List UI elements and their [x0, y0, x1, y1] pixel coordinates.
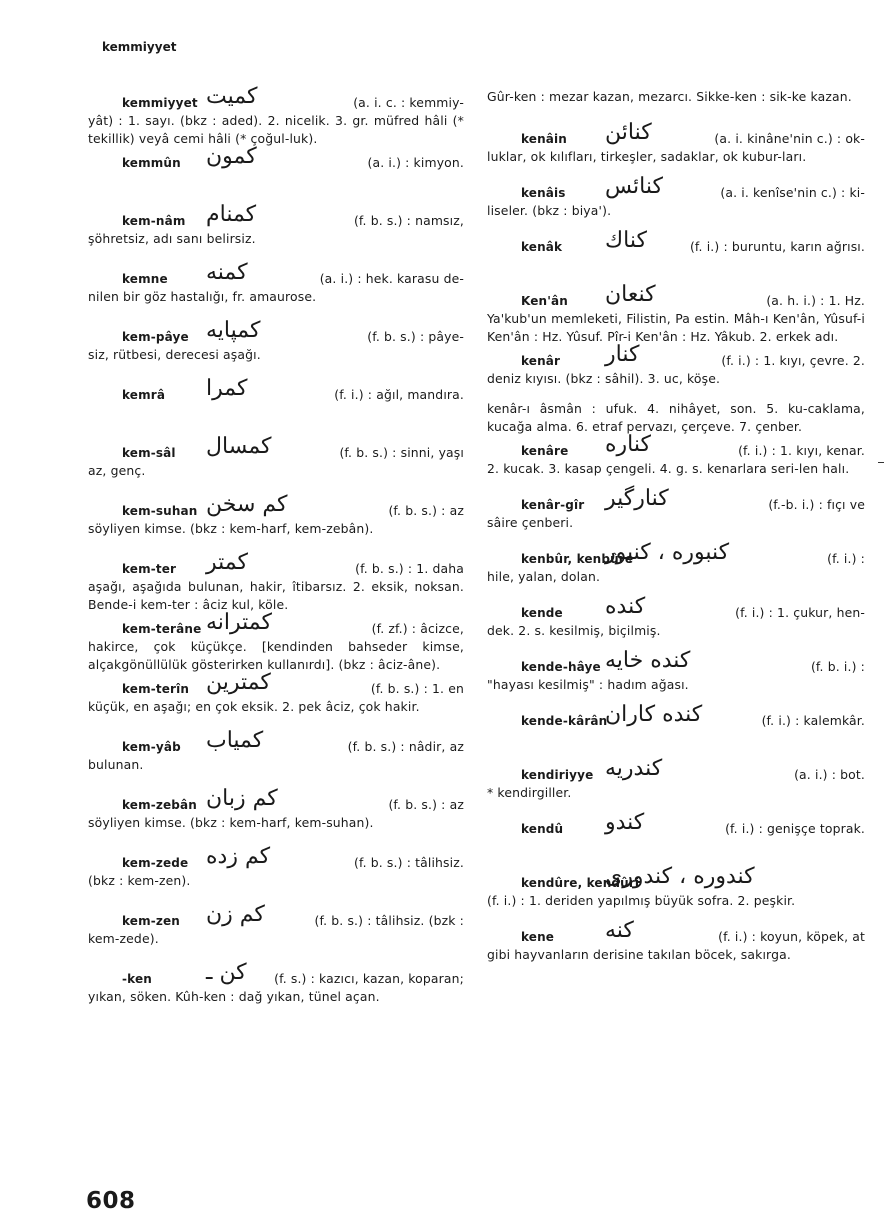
entry-definition: aşağı, aşağıda bulunan, hakir, îtibarsız. 2. eksik, noksan. Bende-i kem-ter : âciz kul, köle.: [88, 579, 464, 612]
dictionary-entry: [487, 810, 865, 868]
margin-mark: [878, 462, 884, 463]
dictionary-entry: [487, 756, 865, 814]
dictionary-entry: [88, 786, 464, 848]
entry-arabic-script: کنارگیر: [605, 486, 669, 511]
dictionary-entry: [88, 84, 464, 148]
entry-arabic-script: کم زبان: [206, 786, 278, 811]
entry-arabic-script: کنده خایه: [605, 648, 691, 673]
entry-arabic-script: کمرا: [206, 376, 248, 401]
entry-arabic-script: کم زن: [206, 902, 265, 927]
dictionary-entry: [88, 434, 464, 496]
dictionary-entry: [88, 670, 464, 732]
entry-definition: söyliyen kimse. (bkz : kem-harf, kem-suhan).: [88, 815, 374, 830]
entry-arabic-script: کن ـ: [206, 960, 247, 985]
entry-arabic-script: کندو: [605, 810, 645, 835]
entry-term: kenâre: [521, 444, 569, 458]
dictionary-entry: [487, 594, 865, 652]
entry-grammar-tag: (f. b. s.) : sinni, yaşı: [339, 445, 464, 460]
entry-grammar-tag: (a. i. c. : kemmiy-: [353, 95, 464, 110]
entry-grammar-tag: (a. i.) : bot.: [794, 767, 865, 782]
running-header: kemmiyyet: [102, 40, 177, 54]
entry-definition: dek. 2. s. kesilmiş, biçilmiş.: [487, 623, 661, 638]
entry-arabic-script: کم زده: [206, 844, 271, 869]
dictionary-entry: [88, 376, 464, 438]
entry-arabic-script: کنعان: [605, 282, 656, 307]
entry-definition: az, genç.: [88, 463, 146, 478]
entry-definition: kem-zede).: [88, 931, 159, 946]
entry-grammar-tag: (a. h. i.) : 1. Hz.: [766, 293, 865, 308]
entry-grammar-tag: (f. b. s.) : namsız,: [353, 213, 464, 228]
dictionary-entry-continuation: [487, 88, 865, 124]
entry-arabic-script: کمسال: [206, 434, 272, 459]
dictionary-entry: [88, 260, 464, 322]
entry-term: kemmûn: [122, 156, 181, 170]
entry-grammar-tag: (f. b. s.) : nâdir, az: [347, 739, 464, 754]
entry-arabic-script: کندوره ، کندوری: [605, 864, 755, 889]
entry-definition: luklar, ok kılıfları, tirkeşler, sadaklar, ok kubur-ları.: [487, 149, 807, 164]
entry-arabic-script: کنائس: [605, 174, 663, 199]
dictionary-entry: [88, 844, 464, 906]
entry-term: kemrâ: [122, 388, 166, 402]
entry-definition: sâire çenberi.: [487, 515, 574, 530]
entry-term: kemne: [122, 272, 168, 286]
dictionary-entry: [88, 144, 464, 206]
entry-definition: bulunan.: [88, 757, 144, 772]
entry-definition: siz, rütbesi, derecesi aşağı.: [88, 347, 261, 362]
entry-definition: gibi hayvanların derisine takılan böcek, sakırga.: [487, 947, 791, 962]
entry-definition: hakirce, çok küçükçe. [kendinden bahseder kimse, alçakgönüllülük gösterirken kullanırdı]. (bkz : âciz-âne).: [88, 639, 464, 672]
entry-term: kenâis: [521, 186, 566, 200]
entry-arabic-script: کنار: [605, 342, 640, 367]
entry-grammar-tag: (f. i.) : buruntu, karın ağrısı.: [689, 239, 865, 254]
entry-arabic-script: کنبوره ، کنبور: [605, 540, 730, 565]
entry-grammar-tag: (f. zf.) : âcizce,: [371, 621, 464, 636]
entry-term: kendûre, kendûri: [521, 876, 640, 890]
entry-grammar-tag: (f. b. i.) :: [810, 659, 865, 674]
entry-term: kem-nâm: [122, 214, 186, 228]
entry-arabic-script: کمنام: [206, 202, 257, 227]
entry-arabic-script: کناك: [605, 228, 647, 253]
dictionary-entry: [487, 540, 865, 598]
dictionary-entry: [88, 902, 464, 964]
entry-definition: hile, yalan, dolan.: [487, 569, 601, 584]
dictionary-entry: [487, 918, 865, 976]
entry-arabic-script: کمیت: [206, 84, 258, 109]
entry-definition: Ya'kub'un memleketi, Filistin, Pa estin. Mâh-ı Ken'ân, Yûsuf-i Ken'ân : Hz. Yûsuf. Pîr-i Ken'ân : Hz. Yâkub. 2. erkek adı.: [487, 311, 865, 344]
entry-term: kem-ter: [122, 562, 177, 576]
entry-grammar-tag: (f. i.) : 1. çukur, hen-: [735, 605, 865, 620]
entry-term: kendû: [521, 822, 564, 836]
entry-term: kenbûr, kenbûre: [521, 552, 634, 566]
dictionary-entry: [487, 864, 865, 922]
entry-grammar-tag: (f. b. s.) : tâlihsiz.: [353, 855, 464, 870]
entry-grammar-tag: (f. b. s.) : tâlihsiz. (bzk :: [314, 913, 464, 928]
entry-term: kende-hâye: [521, 660, 601, 674]
entry-term: kem-pâye: [122, 330, 189, 344]
entry-arabic-script: کمنه: [206, 260, 248, 285]
entry-term: kenâin: [521, 132, 567, 146]
entry-definition: liseler. (bkz : biya').: [487, 203, 612, 218]
entry-grammar-tag: (f. i.) : genişçe toprak.: [725, 821, 865, 836]
dictionary-entry: [487, 648, 865, 706]
entry-arabic-script: کنائن: [605, 120, 652, 145]
dictionary-entry: [88, 610, 464, 674]
entry-term: kem-zede: [122, 856, 189, 870]
entry-grammar-tag: (f. s.) : kazıcı, kazan, koparan;: [274, 971, 464, 986]
entry-arabic-script: کمترانه: [206, 610, 272, 635]
entry-grammar-tag: (f. b. s.) : 1. en: [370, 681, 464, 696]
entry-grammar-tag: (a. i. kinâne'nin c.) : ok-: [714, 131, 865, 146]
left-column: [88, 84, 464, 1022]
entry-term: kem-yâb: [122, 740, 181, 754]
entry-definition: deniz kıyısı. (bkz : sâhil). 3. uc, köşe.: [487, 371, 721, 386]
entry-grammar-tag: (f. b. s.) : az: [388, 797, 464, 812]
entry-arabic-script: کنده: [605, 594, 646, 619]
entry-definition: Gûr-ken : mezar kazan, mezarcı. Sikke-ken : sik-ke kazan.: [487, 89, 852, 104]
entry-arabic-script: کمون: [206, 144, 257, 169]
entry-term: kende-kârân: [521, 714, 608, 728]
entry-arabic-script: کنه: [605, 918, 634, 943]
entry-grammar-tag: (a. i.) : kimyon.: [367, 155, 464, 170]
entry-term: kem-terâne: [122, 622, 202, 636]
entry-grammar-tag: (f. b. s.) : 1. daha: [355, 561, 464, 576]
entry-arabic-script: کناره: [605, 432, 651, 457]
entry-arabic-script: کمترین: [206, 670, 271, 695]
entry-definition: küçük, en aşağı; en çok eksik. 2. pek âciz, çok hakir.: [88, 699, 420, 714]
dictionary-entry: [88, 202, 464, 264]
dictionary-entry: [88, 550, 464, 614]
entry-term: kende: [521, 606, 563, 620]
entry-term: kendiriyye: [521, 768, 594, 782]
entry-definition: (bkz : kem-zen).: [88, 873, 191, 888]
page-number: 608: [86, 1188, 136, 1214]
entry-grammar-tag: (f. b. s.) : az: [388, 503, 464, 518]
dictionary-entry: [487, 228, 865, 286]
entry-term: kem-zen: [122, 914, 180, 928]
dictionary-entry: [88, 728, 464, 790]
entry-term: kem-terîn: [122, 682, 190, 696]
dictionary-entry: [88, 492, 464, 554]
dictionary-entry: [487, 486, 865, 544]
entry-grammar-tag: (f. i.) : kalemkâr.: [761, 713, 865, 728]
entry-definition: şöhretsiz, adı sanı belirsiz.: [88, 231, 256, 246]
entry-term: kem-sâl: [122, 446, 176, 460]
entry-grammar-tag: (a. i. kenîse'nin c.) : ki-: [720, 185, 865, 200]
entry-definition: yıkan, söken. Kûh-ken : dağ yıkan, tünel açan.: [88, 989, 380, 1004]
entry-grammar-tag: (f. i.) : koyun, köpek, at: [718, 929, 865, 944]
entry-definition: nilen bir göz hastalığı, fr. amaurose.: [88, 289, 317, 304]
entry-grammar-tag: (a. i.) : hek. karasu de-: [319, 271, 464, 286]
entry-term: kem-suhan: [122, 504, 198, 518]
entry-grammar-tag: (f. i.) : 1. kıyı, kenar.: [738, 443, 865, 458]
entry-arabic-script: کمتر: [206, 550, 248, 575]
entry-definition: "hayası kesilmiş" : hadım ağası.: [487, 677, 689, 692]
entry-definition: yât) : 1. sayı. (bkz : aded). 2. nicelik. 3. gr. müfred hâli (* tekillik) veyâ cemi hâli (* çoğul-luk).: [88, 113, 464, 146]
dictionary-entry: [487, 432, 865, 490]
entry-arabic-script: کندریه: [605, 756, 663, 781]
entry-term: kenâr: [521, 354, 561, 368]
entry-grammar-tag: (f. b. s.) : pâye-: [367, 329, 464, 344]
entry-definition: kenâr-ı âsmân : ufuk. 4. nihâyet, son. 5. ku-caklama, kucağa alma. 6. etraf pervazı, çerçeve. 7. çenber.: [487, 401, 865, 434]
entry-definition: (f. i.) : 1. deriden yapılmış büyük sofra. 2. peşkir.: [487, 893, 796, 908]
entry-term: kenâr-gîr: [521, 498, 585, 512]
dictionary-entry: [487, 120, 865, 178]
entry-term: kem-zebân: [122, 798, 197, 812]
entry-term: Ken'ân: [521, 294, 568, 308]
dictionary-entry: [487, 174, 865, 232]
entry-grammar-tag: (f. i.) : 1. kıyı, çevre. 2.: [721, 353, 865, 368]
entry-term: kene: [521, 930, 555, 944]
entry-arabic-script: کنده کاران: [605, 702, 703, 727]
dictionary-entry: [88, 318, 464, 380]
entry-term: kemmiyyet: [122, 96, 198, 110]
dictionary-entry: [487, 282, 865, 346]
entry-definition: 2. kucak. 3. kasap çengeli. 4. g. s. kenarlara seri-len halı.: [487, 461, 850, 476]
entry-arabic-script: کمیاب: [206, 728, 264, 753]
dictionary-entry: [487, 702, 865, 760]
entry-grammar-tag: (f. i.) :: [827, 551, 865, 566]
entry-grammar-tag: (f.-b. i.) : fıçı ve: [768, 497, 865, 512]
entry-grammar-tag: (f. i.) : ağıl, mandıra.: [334, 387, 464, 402]
entry-definition: * kendirgiller.: [487, 785, 572, 800]
entry-term: -ken: [122, 972, 152, 986]
dictionary-entry-continuation: [487, 400, 865, 436]
entry-term: kenâk: [521, 240, 563, 254]
entry-arabic-script: کم سخن: [206, 492, 288, 517]
entry-definition: söyliyen kimse. (bkz : kem-harf, kem-zebân).: [88, 521, 374, 536]
right-column: [487, 88, 865, 976]
entry-arabic-script: کمپایه: [206, 318, 261, 343]
dictionary-entry: [88, 960, 464, 1022]
dictionary-entry: [487, 342, 865, 400]
